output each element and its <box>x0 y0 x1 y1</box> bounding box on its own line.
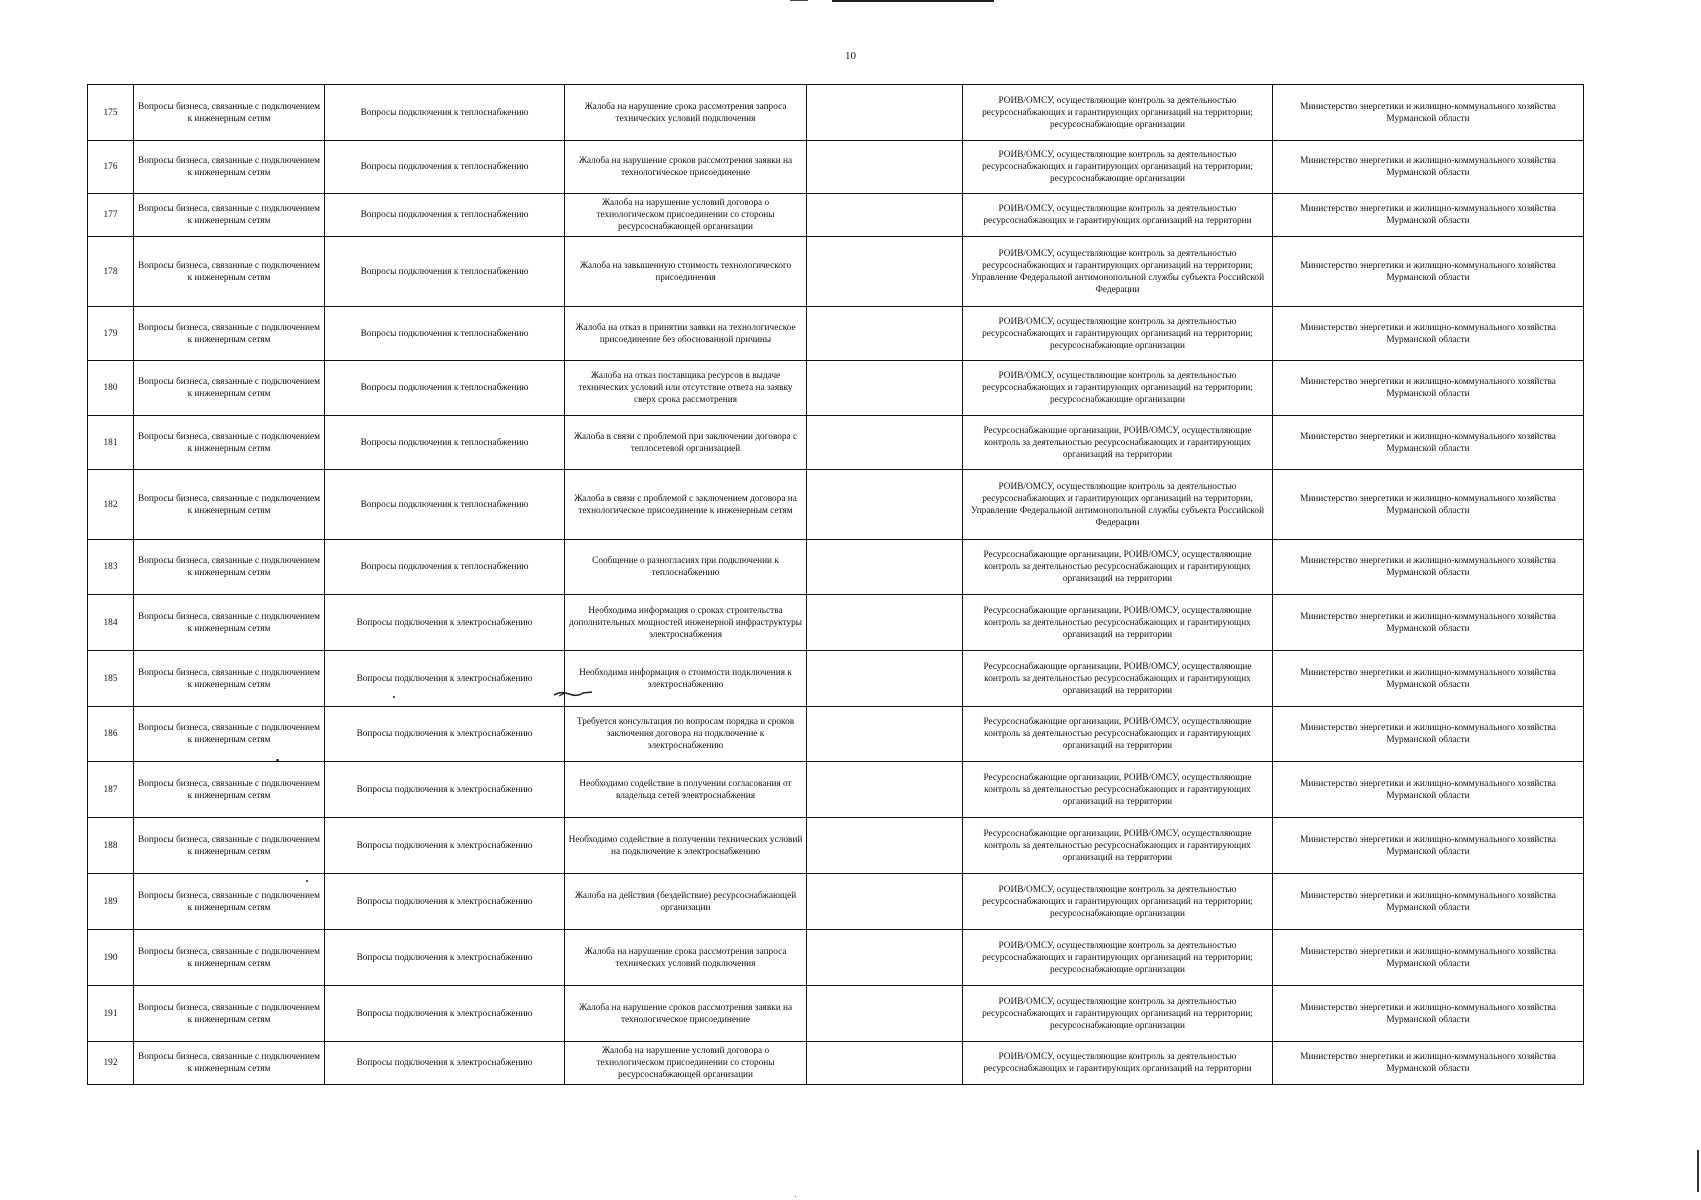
table-row <box>88 874 1584 930</box>
responsible-cell: РОИВ/ОМСУ, осуществляющие контроль за деятельностью ресурсоснабжающих и гарантирующих организаций на территории; ресурсоснабжающие организации <box>963 141 1273 194</box>
issue-cell: Жалоба на нарушение сроков рассмотрения заявки на технологическое присоединение <box>565 986 807 1042</box>
issue-cell: Жалоба в связи с проблемой при заключении договора с теплосетевой организацией <box>565 416 807 470</box>
ministry-cell: Министерство энергетики и жилищно-коммунального хозяйства Мурманской области <box>1273 818 1584 874</box>
responsible-cell: Ресурсоснабжающие организации, РОИВ/ОМСУ, осуществляющие контроль за деятельностью ресурсоснабжающих и гарантирующих организаций на территории <box>963 651 1273 707</box>
registry-table <box>87 84 1584 1085</box>
category-cell: Вопросы бизнеса, связанные с подключением к инженерным сетям <box>134 416 325 470</box>
topic-cell: Вопросы подключения к электроснабжению <box>325 986 565 1042</box>
empty-cell <box>807 762 963 818</box>
registry-table-body <box>88 85 1584 1085</box>
empty-cell <box>807 651 963 707</box>
table-row <box>88 930 1584 986</box>
category-cell: Вопросы бизнеса, связанные с подключением к инженерным сетям <box>134 930 325 986</box>
issue-cell: Жалоба на нарушение срока рассмотрения запроса технических условий подключения <box>565 85 807 141</box>
category-cell: Вопросы бизнеса, связанные с подключением к инженерным сетям <box>134 986 325 1042</box>
table-row <box>88 818 1584 874</box>
table-row <box>88 707 1584 762</box>
topic-cell: Вопросы подключения к теплоснабжению <box>325 416 565 470</box>
table-row <box>88 762 1584 818</box>
ministry-cell: Министерство энергетики и жилищно-коммунального хозяйства Мурманской области <box>1273 416 1584 470</box>
topic-cell: Вопросы подключения к электроснабжению <box>325 930 565 986</box>
empty-cell <box>807 595 963 651</box>
topic-cell: Вопросы подключения к электроснабжению <box>325 1042 565 1085</box>
ministry-cell: Министерство энергетики и жилищно-коммунального хозяйства Мурманской области <box>1273 651 1584 707</box>
row-number: 185 <box>88 651 134 707</box>
issue-cell: Жалоба на завышенную стоимость технологического присоединения <box>565 237 807 307</box>
table-row <box>88 85 1584 141</box>
issue-cell: Жалоба на отказ поставщика ресурсов в выдаче технических условий или отсутствие ответа на заявку сверх срока рассмотрения <box>565 361 807 416</box>
ministry-cell: Министерство энергетики и жилищно-коммунального хозяйства Мурманской области <box>1273 874 1584 930</box>
empty-cell <box>807 874 963 930</box>
empty-cell <box>807 85 963 141</box>
category-cell: Вопросы бизнеса, связанные с подключением к инженерным сетям <box>134 85 325 141</box>
empty-cell <box>807 707 963 762</box>
topic-cell: Вопросы подключения к электроснабжению <box>325 595 565 651</box>
table-row <box>88 986 1584 1042</box>
category-cell: Вопросы бизнеса, связанные с подключением к инженерным сетям <box>134 194 325 237</box>
scan-speck <box>393 696 395 698</box>
issue-cell: Жалоба на нарушение условий договора о технологическом присоединении со стороны ресурсоснабжающей организации <box>565 194 807 237</box>
row-number: 192 <box>88 1042 134 1085</box>
ministry-cell: Министерство энергетики и жилищно-коммунального хозяйства Мурманской области <box>1273 141 1584 194</box>
ministry-cell: Министерство энергетики и жилищно-коммунального хозяйства Мурманской области <box>1273 470 1584 540</box>
issue-cell: Требуется консультация по вопросам порядка и сроков заключения договора на подключение к электроснабжению <box>565 707 807 762</box>
topic-cell: Вопросы подключения к теплоснабжению <box>325 540 565 595</box>
table-row <box>88 470 1584 540</box>
responsible-cell: РОИВ/ОМСУ, осуществляющие контроль за деятельностью ресурсоснабжающих и гарантирующих организаций на территории <box>963 1042 1273 1085</box>
table-row <box>88 194 1584 237</box>
category-cell: Вопросы бизнеса, связанные с подключением к инженерным сетям <box>134 762 325 818</box>
issue-cell: Жалоба в связи с проблемой с заключением договора на технологическое присоединение к инженерным сетям <box>565 470 807 540</box>
row-number: 181 <box>88 416 134 470</box>
category-cell: Вопросы бизнеса, связанные с подключением к инженерным сетям <box>134 707 325 762</box>
table-row <box>88 595 1584 651</box>
issue-cell: Необходимо содействие в получении согласования от владельца сетей электроснабжения <box>565 762 807 818</box>
empty-cell <box>807 237 963 307</box>
scan-mark-top-dash <box>790 0 808 1</box>
topic-cell: Вопросы подключения к электроснабжению <box>325 707 565 762</box>
ministry-cell: Министерство энергетики и жилищно-коммунального хозяйства Мурманской области <box>1273 237 1584 307</box>
row-number: 187 <box>88 762 134 818</box>
topic-cell: Вопросы подключения к теплоснабжению <box>325 85 565 141</box>
row-number: 180 <box>88 361 134 416</box>
topic-cell: Вопросы подключения к теплоснабжению <box>325 361 565 416</box>
pen-scribble-mark <box>553 690 593 698</box>
ministry-cell: Министерство энергетики и жилищно-коммунального хозяйства Мурманской области <box>1273 762 1584 818</box>
issue-cell: Жалоба на действия (бездействие) ресурсоснабжающей организации <box>565 874 807 930</box>
table-row <box>88 651 1584 707</box>
responsible-cell: РОИВ/ОМСУ, осуществляющие контроль за деятельностью ресурсоснабжающих и гарантирующих организаций на территории; Управление Федеральной антимонопольной службы субъекта Российской Федерации <box>963 237 1273 307</box>
responsible-cell: РОИВ/ОМСУ, осуществляющие контроль за деятельностью ресурсоснабжающих и гарантирующих организаций на территории; ресурсоснабжающие организации <box>963 307 1273 361</box>
category-cell: Вопросы бизнеса, связанные с подключением к инженерным сетям <box>134 1042 325 1085</box>
row-number: 182 <box>88 470 134 540</box>
category-cell: Вопросы бизнеса, связанные с подключением к инженерным сетям <box>134 540 325 595</box>
topic-cell: Вопросы подключения к электроснабжению <box>325 874 565 930</box>
page-number: 10 <box>845 50 856 62</box>
empty-cell <box>807 818 963 874</box>
issue-cell: Необходима информация о сроках строительства дополнительных мощностей инженерной инфраструктуры электроснабжения <box>565 595 807 651</box>
row-number: 189 <box>88 874 134 930</box>
responsible-cell: РОИВ/ОМСУ, осуществляющие контроль за деятельностью ресурсоснабжающих и гарантирующих организаций на территории; ресурсоснабжающие организации <box>963 361 1273 416</box>
ministry-cell: Министерство энергетики и жилищно-коммунального хозяйства Мурманской области <box>1273 307 1584 361</box>
empty-cell <box>807 361 963 416</box>
responsible-cell: Ресурсоснабжающие организации, РОИВ/ОМСУ, осуществляющие контроль за деятельностью ресурсоснабжающих и гарантирующих организаций на территории <box>963 595 1273 651</box>
issue-cell: Жалоба на нарушение сроков рассмотрения заявки на технологическое присоединение <box>565 141 807 194</box>
scan-speck <box>306 880 308 882</box>
empty-cell <box>807 416 963 470</box>
responsible-cell: РОИВ/ОМСУ, осуществляющие контроль за деятельностью ресурсоснабжающих и гарантирующих организаций на территории; ресурсоснабжающие организации <box>963 986 1273 1042</box>
responsible-cell: РОИВ/ОМСУ, осуществляющие контроль за деятельностью ресурсоснабжающих и гарантирующих организаций на территории; ресурсоснабжающие организации <box>963 85 1273 141</box>
row-number: 177 <box>88 194 134 237</box>
category-cell: Вопросы бизнеса, связанные с подключением к инженерным сетям <box>134 361 325 416</box>
table-row <box>88 540 1584 595</box>
row-number: 186 <box>88 707 134 762</box>
category-cell: Вопросы бизнеса, связанные с подключением к инженерным сетям <box>134 651 325 707</box>
topic-cell: Вопросы подключения к электроснабжению <box>325 818 565 874</box>
empty-cell <box>807 470 963 540</box>
topic-cell: Вопросы подключения к теплоснабжению <box>325 141 565 194</box>
ministry-cell: Министерство энергетики и жилищно-коммунального хозяйства Мурманской области <box>1273 85 1584 141</box>
ministry-cell: Министерство энергетики и жилищно-коммунального хозяйства Мурманской области <box>1273 540 1584 595</box>
scan-edge-mark <box>1697 1150 1699 1192</box>
category-cell: Вопросы бизнеса, связанные с подключением к инженерным сетям <box>134 470 325 540</box>
category-cell: Вопросы бизнеса, связанные с подключением к инженерным сетям <box>134 874 325 930</box>
row-number: 190 <box>88 930 134 986</box>
ministry-cell: Министерство энергетики и жилищно-коммунального хозяйства Мурманской области <box>1273 986 1584 1042</box>
topic-cell: Вопросы подключения к теплоснабжению <box>325 307 565 361</box>
table-row <box>88 416 1584 470</box>
responsible-cell: РОИВ/ОМСУ, осуществляющие контроль за деятельностью ресурсоснабжающих и гарантирующих организаций на территории, Управление Федеральной антимонопольной службы субъекта Российской Федерации <box>963 470 1273 540</box>
empty-cell <box>807 141 963 194</box>
table-row <box>88 237 1584 307</box>
responsible-cell: РОИВ/ОМСУ, осуществляющие контроль за деятельностью ресурсоснабжающих и гарантирующих организаций на территории <box>963 194 1273 237</box>
empty-cell <box>807 194 963 237</box>
issue-cell: Необходима информация о стоимости подключения к электроснабжению <box>565 651 807 707</box>
row-number: 178 <box>88 237 134 307</box>
table-row <box>88 141 1584 194</box>
responsible-cell: Ресурсоснабжающие организации, РОИВ/ОМСУ, осуществляющие контроль за деятельностью ресурсоснабжающих и гарантирующих организаций на территории <box>963 762 1273 818</box>
scan-speck <box>276 759 279 761</box>
category-cell: Вопросы бизнеса, связанные с подключением к инженерным сетям <box>134 141 325 194</box>
responsible-cell: РОИВ/ОМСУ, осуществляющие контроль за деятельностью ресурсоснабжающих и гарантирующих организаций на территории; ресурсоснабжающие организации <box>963 874 1273 930</box>
empty-cell <box>807 986 963 1042</box>
ministry-cell: Министерство энергетики и жилищно-коммунального хозяйства Мурманской области <box>1273 1042 1584 1085</box>
topic-cell: Вопросы подключения к теплоснабжению <box>325 470 565 540</box>
row-number: 175 <box>88 85 134 141</box>
topic-cell: Вопросы подключения к электроснабжению <box>325 651 565 707</box>
responsible-cell: РОИВ/ОМСУ, осуществляющие контроль за деятельностью ресурсоснабжающих и гарантирующих организаций на территории; ресурсоснабжающие организации <box>963 930 1273 986</box>
category-cell: Вопросы бизнеса, связанные с подключением к инженерным сетям <box>134 307 325 361</box>
scan-speck <box>795 1196 796 1197</box>
scan-mark-top-line <box>832 0 994 2</box>
responsible-cell: Ресурсоснабжающие организации, РОИВ/ОМСУ, осуществляющие контроль за деятельностью ресурсоснабжающих и гарантирующих организаций на территории <box>963 818 1273 874</box>
issue-cell: Жалоба на отказ в принятии заявки на технологическое присоединение без обоснованной причины <box>565 307 807 361</box>
row-number: 179 <box>88 307 134 361</box>
issue-cell: Сообщение о разногласиях при подключении к теплоснабжению <box>565 540 807 595</box>
empty-cell <box>807 930 963 986</box>
row-number: 184 <box>88 595 134 651</box>
topic-cell: Вопросы подключения к теплоснабжению <box>325 237 565 307</box>
category-cell: Вопросы бизнеса, связанные с подключением к инженерным сетям <box>134 818 325 874</box>
issue-cell: Жалоба на нарушение срока рассмотрения запроса технических условий подключения <box>565 930 807 986</box>
responsible-cell: Ресурсоснабжающие организации, РОИВ/ОМСУ, осуществляющие контроль за деятельностью ресурсоснабжающих и гарантирующих организаций на территории <box>963 416 1273 470</box>
responsible-cell: Ресурсоснабжающие организации, РОИВ/ОМСУ, осуществляющие контроль за деятельностью ресурсоснабжающих и гарантирующих организаций на территории <box>963 540 1273 595</box>
ministry-cell: Министерство энергетики и жилищно-коммунального хозяйства Мурманской области <box>1273 361 1584 416</box>
table-row <box>88 307 1584 361</box>
ministry-cell: Министерство энергетики и жилищно-коммунального хозяйства Мурманской области <box>1273 194 1584 237</box>
row-number: 191 <box>88 986 134 1042</box>
responsible-cell: Ресурсоснабжающие организации, РОИВ/ОМСУ, осуществляющие контроль за деятельностью ресурсоснабжающих и гарантирующих организаций на территории <box>963 707 1273 762</box>
issue-cell: Необходимо содействие в получении технических условий на подключение к электроснабжению <box>565 818 807 874</box>
ministry-cell: Министерство энергетики и жилищно-коммунального хозяйства Мурманской области <box>1273 707 1584 762</box>
category-cell: Вопросы бизнеса, связанные с подключением к инженерным сетям <box>134 595 325 651</box>
topic-cell: Вопросы подключения к теплоснабжению <box>325 194 565 237</box>
row-number: 176 <box>88 141 134 194</box>
ministry-cell: Министерство энергетики и жилищно-коммунального хозяйства Мурманской области <box>1273 930 1584 986</box>
row-number: 188 <box>88 818 134 874</box>
empty-cell <box>807 307 963 361</box>
issue-cell: Жалоба на нарушение условий договора о технологическом присоединении со стороны ресурсоснабжающей организации <box>565 1042 807 1085</box>
topic-cell: Вопросы подключения к электроснабжению <box>325 762 565 818</box>
category-cell: Вопросы бизнеса, связанные с подключением к инженерным сетям <box>134 237 325 307</box>
row-number: 183 <box>88 540 134 595</box>
empty-cell <box>807 540 963 595</box>
empty-cell <box>807 1042 963 1085</box>
table-row <box>88 361 1584 416</box>
ministry-cell: Министерство энергетики и жилищно-коммунального хозяйства Мурманской области <box>1273 595 1584 651</box>
table-row <box>88 1042 1584 1085</box>
